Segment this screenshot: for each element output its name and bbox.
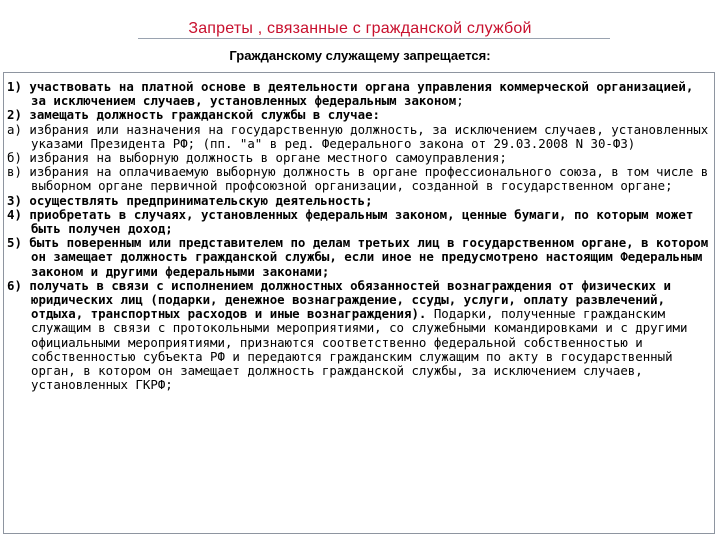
item-1-tail: ; [456, 93, 464, 109]
list-item: 3) осуществлять предпринимательскую деятельность; [7, 192, 373, 208]
list-item: 4) приобретать в случаях, установленных федеральным законом, ценные бумаги, по которым может быть получен доход; [7, 206, 694, 237]
list-item: 2) замещать должность гражданской службы в случае: [7, 107, 380, 123]
list-item [7, 80, 713, 108]
list-item: 5) быть поверенным или представителем по делам третьих лиц в государственном органе, в котором он замещает должность гражданской службы, если иное не предусмотрено настоящим Федеральным законом и другими федеральными законами; [7, 235, 709, 279]
item-6-note: Подарки, полученные гражданским служащим в связи с протокольными мероприятиями, со служебными командировками и с другими официальными мероприятиями, признаются соответственно федеральной собственностью и собственностью субъекта РФ и передаются гражданским служащим по акту в государственный орган, в котором он замещает должность гражданской службы, за исключением случаев, установленных ГКРФ; [31, 306, 688, 393]
prohibitions-list [7, 80, 713, 392]
item-6-text: 6) получать в связи с исполнением должностных обязанностей вознаграждения от физических и юридических лиц (подарки, денежное вознаграждение, ссуды, услуги, оплату развлечений, отдыха, транспортных расходов и иные вознаграждения). [7, 277, 671, 322]
item-1-text: 1) участвовать на платной основе в деятельности органа управления коммерческой организацией, за исключением случаев, установленных федеральным законом [7, 79, 694, 109]
slide-title: Запреты , связанные с гражданской службой [188, 20, 532, 37]
list-subitem: а) избрания или назначения на государственную должность, за исключением случаев, установленных указами Президента РФ; (пп. "а" в ред. Федерального закона от 29.03.2008 N 30-ФЗ) [7, 121, 709, 151]
list-subitem: б) избрания на выборную должность в органе местного самоуправления; [7, 150, 507, 166]
title-divider [138, 38, 610, 39]
list-item [7, 279, 713, 393]
slide-subtitle: Гражданскому служащему запрещается: [229, 48, 491, 63]
list-subitem: в) избрания на оплачиваемую выборную должность в органе профессионального союза, в том числе в выборном органе первичной профсоюзной организации, созданной в государственном органе; [7, 164, 709, 194]
